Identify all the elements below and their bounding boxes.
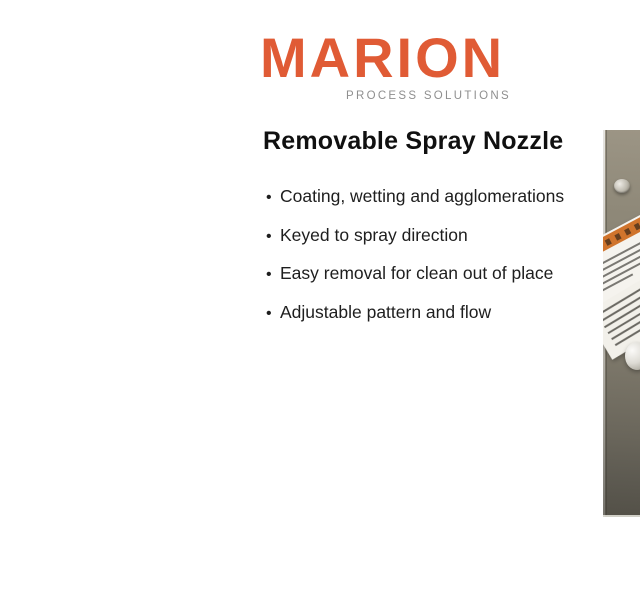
logo-brand-text: MARION — [260, 26, 506, 89]
round-knob — [625, 342, 640, 370]
equipment-photo — [603, 130, 640, 517]
bolt-head — [614, 179, 630, 193]
bullet-item: • Easy removal for clean out of place — [266, 263, 564, 285]
marion-logo — [260, 26, 512, 102]
logo-tagline-text: PROCESS SOLUTIONS — [346, 90, 511, 102]
bullet-item: • Keyed to spray direction — [266, 225, 564, 247]
warning-labels — [603, 194, 640, 361]
feature-bullet-list — [266, 186, 564, 340]
panel-bottom-highlight — [603, 515, 640, 517]
bullet-item: • Coating, wetting and agglomerations — [266, 186, 564, 208]
page-title: Removable Spray Nozzle — [263, 127, 564, 155]
bullet-item: • Adjustable pattern and flow — [266, 302, 564, 324]
